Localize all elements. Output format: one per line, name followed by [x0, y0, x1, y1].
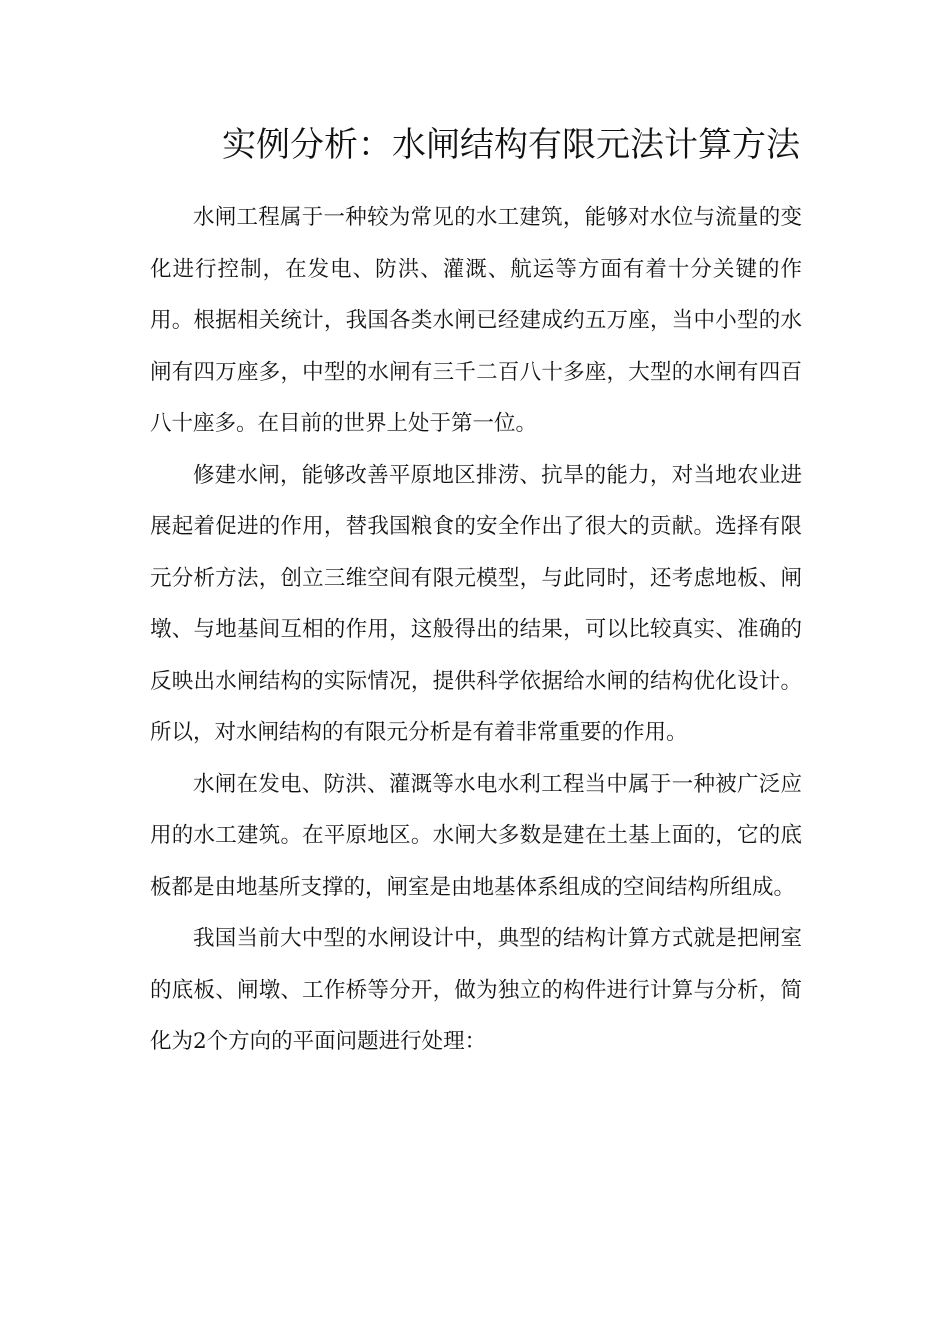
- document-title: 实例分析：水闸结构有限元法计算方法: [222, 125, 800, 165]
- paragraph-1: 水闸工程属于一种较为常见的水工建筑，能够对水位与流量的变化进行控制，在发电、防洪、灌溉、航运等方面有着十分关键的作用。根据相关统计，我国各类水闸已经建成约五万座，当中小型的水闸有四万座多，中型的水闸有三千二百八十多座，大型的水闸有四百八十座多。在目前的世界上处于第一位。: [150, 205, 802, 436]
- paragraph-3: 水闸在发电、防洪、灌溉等水电水利工程当中属于一种被广泛应用的水工建筑。在平原地区。水闸大多数是建在土基上面的，它的底板都是由地基所支撑的，闸室是由地基体系组成的空间结构所组成。: [150, 771, 802, 900]
- paragraph-2: 修建水闸，能够改善平原地区排涝、抗旱的能力，对当地农业进展起着促进的作用，替我国粮食的安全作出了很大的贡献。选择有限元分析方法，创立三维空间有限元模型，与此同时，还考虑地板、闸墩、与地基间互相的作用，这般得出的结果，可以比较真实、准确的反映出水闸结构的实际情况，提供科学依据给水闸的结构优化设计。所以，对水闸结构的有限元分析是有着非常重要的作用。: [150, 462, 802, 745]
- document-body: [150, 192, 802, 1068]
- paragraph-4: 我国当前大中型的水闸设计中，典型的结构计算方式就是把闸室的底板、闸墩、工作桥等分开，做为独立的构件进行计算与分析，简化为2个方向的平面问题进行处理：: [150, 926, 802, 1054]
